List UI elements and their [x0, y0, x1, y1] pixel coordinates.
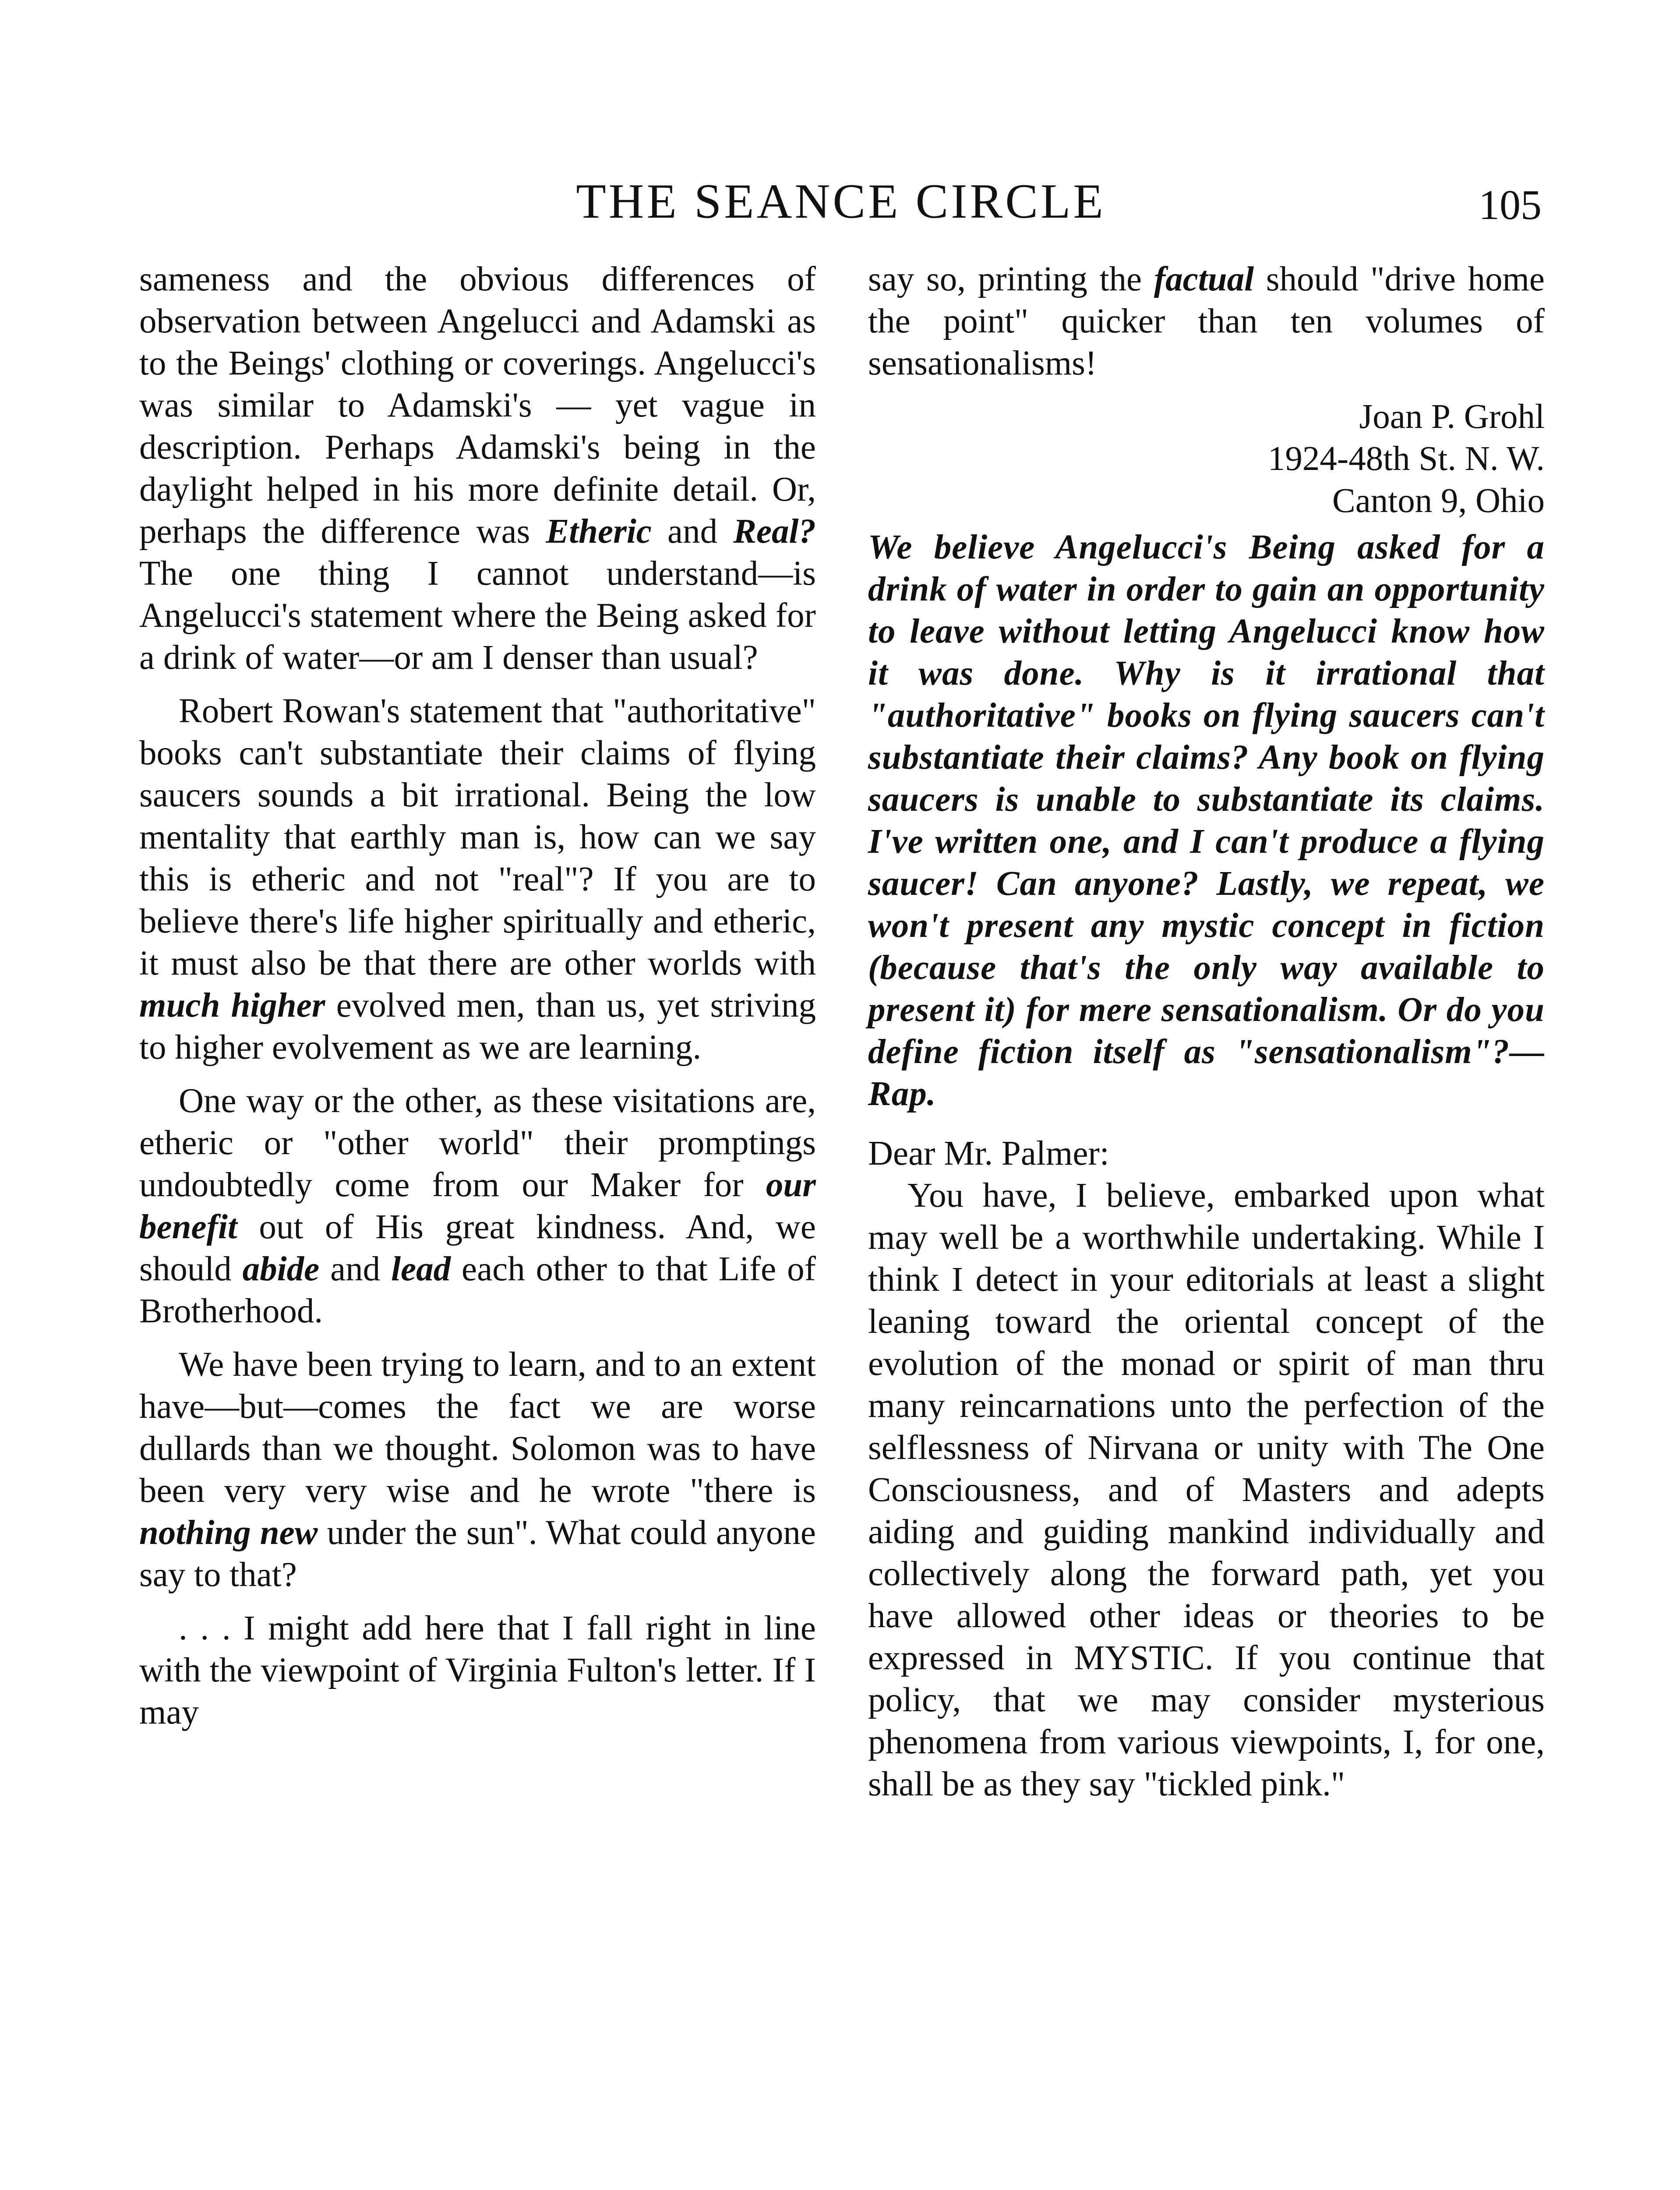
running-head: THE SEANCE CIRCLE	[576, 174, 1106, 229]
signature-city: Canton 9, Ohio	[1332, 482, 1545, 520]
text-run: and	[319, 1250, 392, 1288]
editor-reply: We believe Angelucci's Being asked for a drink of water in order to gain an opportunity to leave without letting Angelucci know how it was done. Why is it irrational that "authoritative" books on flying saucers can't substantiate their claims? Any book on flying saucers is unable to substantiate its claims. I've written one, and I can't produce a flying saucer! Can anyone? Lastly, we repeat, we won't present any mystic concept in fiction (because that's the only way available to present it) for mere sensationalism. Or do you define fiction itself as "sensationalism"?—Rap.	[868, 528, 1545, 1113]
emphasis-factual: factual	[1154, 260, 1254, 298]
text-run: The one thing I cannot understand—is Angelucci's statement where the Being asked for a drink of water—or am I denser than usual?	[139, 555, 816, 677]
signature-street: 1924-48th St. N. W.	[1267, 440, 1545, 478]
emphasis-abide: abide	[242, 1250, 320, 1288]
text-run: out of His great kindness. And, we should	[139, 1208, 816, 1288]
text-run: evolved men, than us, yet striving to higher evolvement as we are learning.	[139, 986, 816, 1067]
emphasis-our-benefit: our benefit	[139, 1166, 816, 1246]
right-paragraph-2	[868, 1175, 1545, 1805]
right-paragraph-1	[868, 258, 1545, 385]
signature-name: Joan P. Grohl	[1359, 398, 1545, 436]
left-column	[139, 258, 816, 1745]
emphasis-real: Real?	[733, 512, 816, 551]
page-header	[140, 171, 1542, 232]
left-paragraph-3	[139, 1080, 816, 1332]
text-run: each other to that Life of Brotherhood.	[139, 1250, 816, 1330]
text-run: Robert Rowan's statement that "authoritative" books can't substantiate their claims of flying saucers sounds a bit irrational. Being the low mentality that earthly man is, how can we say this is etheric and not "real"? If you are to believe there's life higher spiritually and etheric, it must also be that there are other worlds with	[139, 692, 816, 982]
right-column	[868, 258, 1545, 1817]
emphasis-much-higher: much higher	[139, 986, 325, 1024]
left-paragraph-5	[139, 1607, 816, 1734]
text-run: You have, I believe, embarked upon what may well be a worthwhile undertaking. While I think I detect in your editorials at least a slight leaning toward the oriental concept of the evolution of the monad or spirit of man thru many reincarnations unto the perfection of the selflessness of Nirvana or unity with The One Consciousness, and of Masters and adepts aiding and guiding mankind individually and collectively along the forward path, yet you have allowed other ideas or theories to be expressed in MYSTIC. If you continue that policy, that we may consider mysterious phenomena from various viewpoints, I, for one, shall be as they say "tickled pink."	[868, 1176, 1545, 1803]
emphasis-nothing-new: nothing new	[139, 1514, 318, 1552]
page-number: 105	[1479, 181, 1542, 228]
text-run: sameness and the obvious differences of observation between Angelucci and Adamski as to the Beings' clothing or coverings. Angelucci's was similar to Adamski's — yet vague in description. Perhaps Adamski's being in the daylight helped in his more definite detail. Or, perhaps the difference was	[139, 260, 816, 551]
left-paragraph-1	[139, 258, 816, 679]
text-run: say so, printing the	[868, 260, 1154, 298]
text-run: One way or the other, as these visitations are, etheric or "other world" their promptings undoubtedly come from our Maker for	[139, 1082, 816, 1204]
emphasis-lead: lead	[391, 1250, 451, 1288]
left-paragraph-4	[139, 1344, 816, 1596]
text-run: We have been trying to learn, and to an extent have—but—comes the fact we are worse dullards than we thought. Solomon was to have been very very wise and he wrote "there is	[139, 1346, 816, 1510]
letter-salutation: Dear Mr. Palmer:	[868, 1134, 1109, 1173]
text-run: under the sun". What could anyone say to that?	[139, 1514, 816, 1594]
text-run: . . . I might add here that I fall right in line with the viewpoint of Virginia Fulton's letter. If I may	[139, 1609, 816, 1731]
emphasis-etheric: Etheric	[546, 512, 652, 551]
left-paragraph-2	[139, 690, 816, 1069]
letter-signature	[868, 396, 1545, 522]
text-run: should "drive home the point" quicker than ten volumes of sensationalisms!	[868, 260, 1545, 382]
text-run: and	[651, 512, 734, 551]
